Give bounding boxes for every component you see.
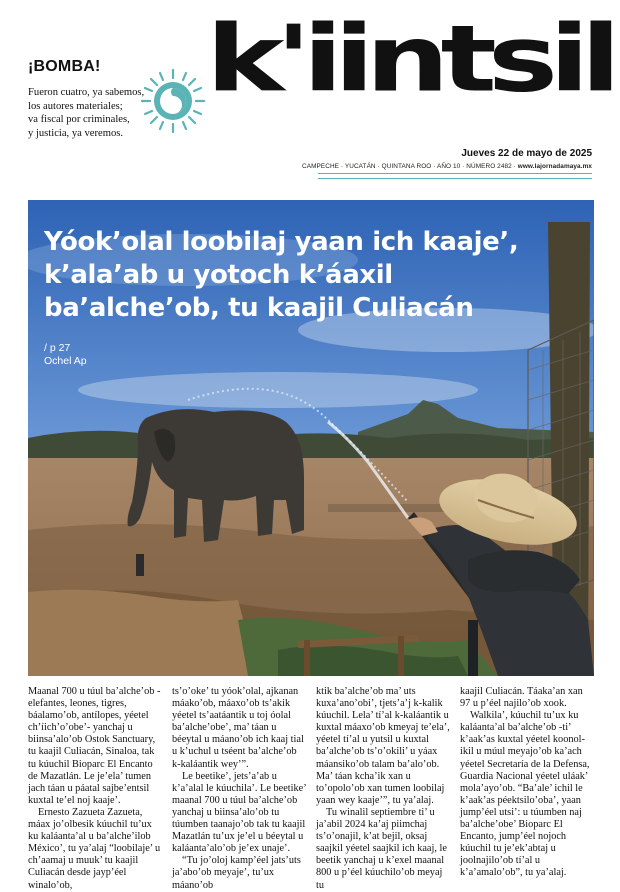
edition-info: CAMPECHE · YUCATÁN · QUINTANA ROO · AÑO 10 · NÚMERO 2482 ·: [302, 163, 516, 170]
article-paragraph: Maanal 700 u túul ba’alche’ob -elefantes, leones, tigres, báalamo’ob, antílopes, yéetel ch’íich’o’obe’- yanchaj u biinsa’alo’ob Ostok Sanctuary, tu kaajil Culiacán, Sinaloa, tak tu kúuchil Bioparc El Encanto de Mazatlán. Le je’ela’ tumen jach táan u páatal sajbe’entsil kuxtal te’el noj kaaje’.: [28, 686, 161, 806]
issue-date: Jueves 22 de mayo de 2025: [461, 148, 592, 159]
page-reference[interactable]: / p 27: [44, 342, 71, 354]
article-column-2: [172, 686, 306, 892]
website-link[interactable]: www.lajornadamaya.mx: [517, 163, 592, 170]
bomba-line: los autores materiales;: [28, 100, 123, 112]
article-body: [28, 686, 594, 891]
article-column-3: [316, 686, 450, 892]
bomba-line: Fueron cuatro, ya sabemos,: [28, 87, 145, 98]
edition-line: [302, 163, 592, 170]
cover-headline: Yóok’olal loobilaj yaan ich kaaje’, k’ala’ab u yotoch k’áaxil ba’alche’ob, tu kaajil Culiacán: [44, 227, 519, 323]
bomba-title: ¡BOMBA!: [28, 58, 101, 75]
newspaper-logo: k'iintsil: [206, 4, 613, 113]
article-paragraph: ktik ba’alche’ob ma’ uts kuxa’ano’obi’, tjets’a’j k-kalik kúuchil. Lela’ tí’al k-kaláantik u kuxtal máaxo’ob kmeyaj te’ela’, yéetel tí’al u yutsil u kuxtal ba’alche’ob ts’o’okili’ u yáax máansiko’ob talam ba’alo’ob. Ma’ táan kcha’ik xan u to’opolo’ob xan tumen loobilaj yaan wey kaaje’”, tu ya’alaj.: [316, 686, 450, 806]
article-paragraph: Le beetike’, jets’a’ab u k’a’alal le kúuchila’. Le beetike’ maanal 700 u túul ba’alche’ob yanchaj u biinsa’alo’ob tu túumben taanajo’ob tak tu kaajil Mazatlán tu’ux je’el u béeytal u kaláanta’alo’ob je’ex unaje’.: [172, 770, 306, 855]
article-paragraph: Ernesto Zazueta Zazueta, máax jo’olbesik kúuchil tu’ux ku kaláanta’al u ba’alche’ilob México’, tu ya’alaj “loobilaje’ u ch’aamaj u muuk’ tu kaajil Culiacán desde jayp’éel winalo’ob,: [28, 806, 161, 891]
article-column-4: [460, 686, 594, 880]
bomba-verse: [28, 86, 148, 140]
article-paragraph: kaajil Culiacán. Táaka’an xan 97 u p’éel najilo’ob xook.: [460, 686, 583, 710]
masthead-rule: [318, 173, 592, 179]
photo-credit: Ochel Ap: [44, 355, 87, 367]
article-paragraph: Walkila’, kúuchil tu’ux ku kaláanta’al ba’alche’ob -ti’ k’aak’as kuxtal yéetel koonol- ikil u múul meyajo’ob ka’ach yéetel Secretaría de la Defensa, Guardia Nacional yéetel uláak’ mola’ayo’ob. “Ba’ale’ ichil le k’aak’as péektsilo’oba’, yaan jump’éel utsi’: u túumben naj ba’alche’obe’ Bioparc El Encanto, jump’éel nojoch kúuchil tu je’ek’abtaj u joolnajilo’ob tí’al u k’a’amalo’ob”, tu ya’alaj.: [460, 710, 590, 879]
article-paragraph: “Tu jo’oloj kamp’éel jats’uts ja’abo’ob meyaje’, tu’ux máano’ob: [172, 855, 301, 891]
bomba-line: va fiscal por criminales,: [28, 114, 130, 126]
article-column-1: [28, 686, 162, 892]
article-paragraph: Tu winalil septiembre ti’ u ja’abil 2024 ka’aj piimchaj ts’o’onajil, k’at bejil, oksaj saajkil yéetel saajkil ich kaaj, le beetik yanchaj u k’exel maanal 800 u p’éel kúuchilo’ob meyaj tu: [316, 806, 447, 891]
bomba-line: y justicia, ya veremos.: [28, 127, 124, 139]
sun-spiral-logo-icon: [140, 68, 206, 134]
article-paragraph: ts’o’oke’ tu yóok’olal, ajkanan máako’ob, máaxo’ob ts’akik yéetel ts’aatáantik u toj óolal ba’alche’obe’, ma’ táan u béeytal u máano’ob ich kaaj tial u k’uchul u tséent ba’alche’ob k-kaláantik wey’”.: [172, 686, 304, 770]
masthead: [0, 0, 620, 180]
